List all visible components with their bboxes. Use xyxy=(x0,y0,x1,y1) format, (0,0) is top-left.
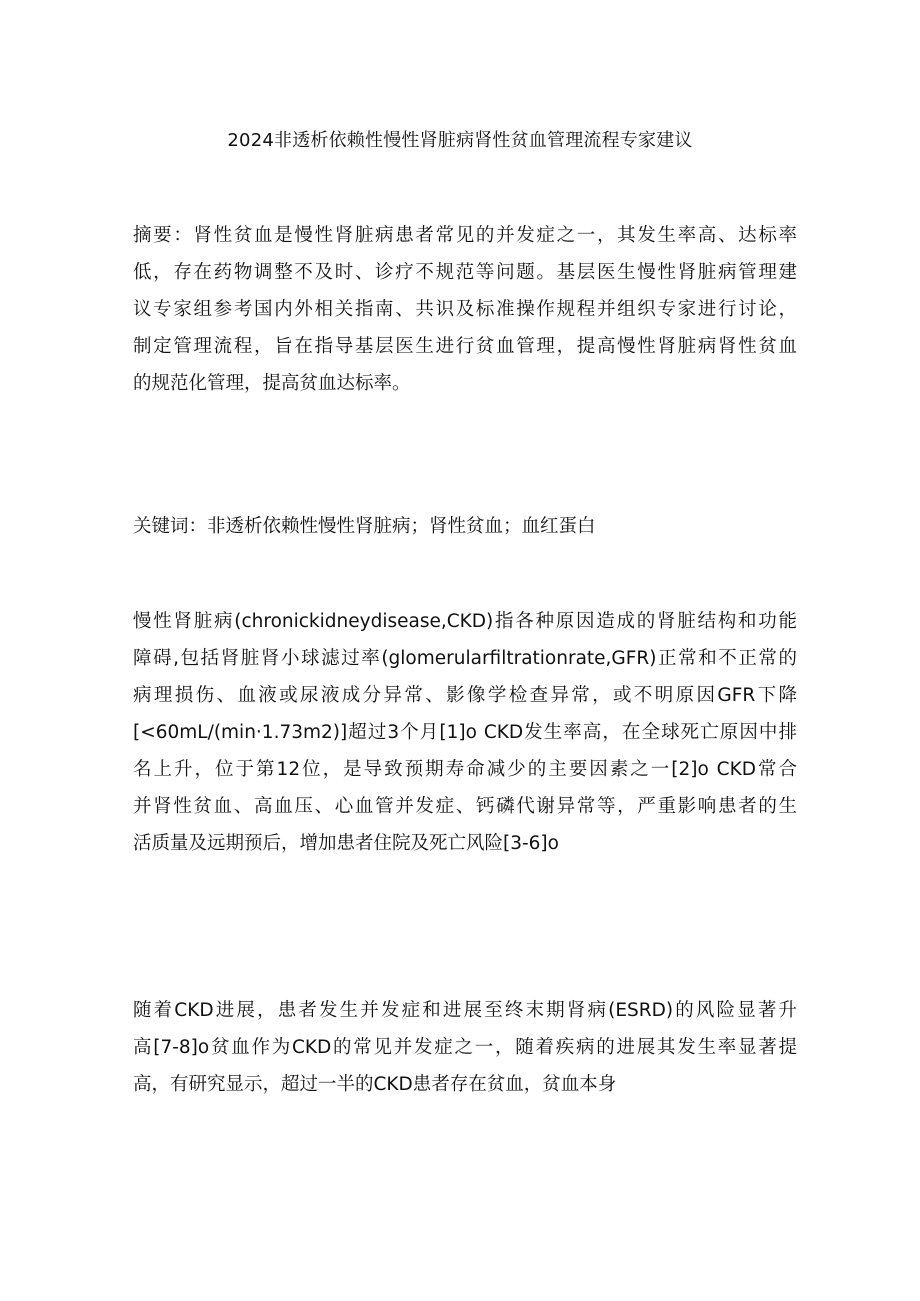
abstract-line: 议专家组参考国内外相关指南、共识及标准操作规程并组织专家进行讨论， xyxy=(133,299,797,320)
paragraph-line: 慢性肾脏病(chronickidneydisease,CKD)指各种原因造成的肾脏结构和功能 xyxy=(133,611,797,632)
paragraph-line: 高，有研究显示，超过一半的CKD患者存在贫血，贫血本身 xyxy=(133,1074,617,1095)
paragraph-line: 活质量及远期预后，增加患者住院及死亡风险[3-6]o xyxy=(133,833,559,854)
abstract-line: 摘要：肾性贫血是慢性肾脏病患者常见的并发症之一，其发生率高、达标率 xyxy=(133,225,797,246)
abstract-line: 低，存在药物调整不及时、诊疗不规范等问题。基层医生慢性肾脏病管理建 xyxy=(133,262,797,283)
body-paragraph-1 xyxy=(133,603,797,862)
paragraph-line: 随着CKD进展，患者发生并发症和进展至终末期肾病(ESRD)的风险显著升 xyxy=(133,1000,797,1021)
paragraph-line: 病理损伤、血液或尿液成分异常、影像学检查异常，或不明原因GFR下降 xyxy=(133,685,797,706)
paragraph-line: 并肾性贫血、高血压、心血管并发症、钙磷代谢异常等，严重影响患者的生 xyxy=(133,796,797,817)
abstract-line: 的规范化管理，提高贫血达标率。 xyxy=(133,373,411,394)
paragraph-line: 障碍,包括肾脏肾小球滤过率(glomerularfiltrationrate,GFR)正常和不正常的 xyxy=(133,648,797,669)
keywords-line: 关键词：非透析依赖性慢性肾脏病；肾性贫血；血红蛋白 xyxy=(133,516,596,537)
document-title: 2024非透析依赖性慢性肾脏病肾性贫血管理流程专家建议 xyxy=(227,130,693,151)
paragraph-line: 高[7-8]o贫血作为CKD的常见并发症之一，随着疾病的进展其发生率显著提 xyxy=(133,1037,797,1058)
paragraph-line: [<60mL∕(min·1.73m2)]超过3个月[1]o CKD发生率高，在全球死亡原因中排 xyxy=(133,722,797,743)
keywords-paragraph xyxy=(133,508,797,545)
body-paragraph-2 xyxy=(133,992,797,1103)
abstract-line: 制定管理流程，旨在指导基层医生进行贫血管理，提高慢性肾脏病肾性贫血 xyxy=(133,336,797,357)
paragraph-line: 名上升，位于第12位，是导致预期寿命减少的主要因素之一[2]o CKD常合 xyxy=(133,759,797,780)
abstract-paragraph xyxy=(133,217,797,402)
